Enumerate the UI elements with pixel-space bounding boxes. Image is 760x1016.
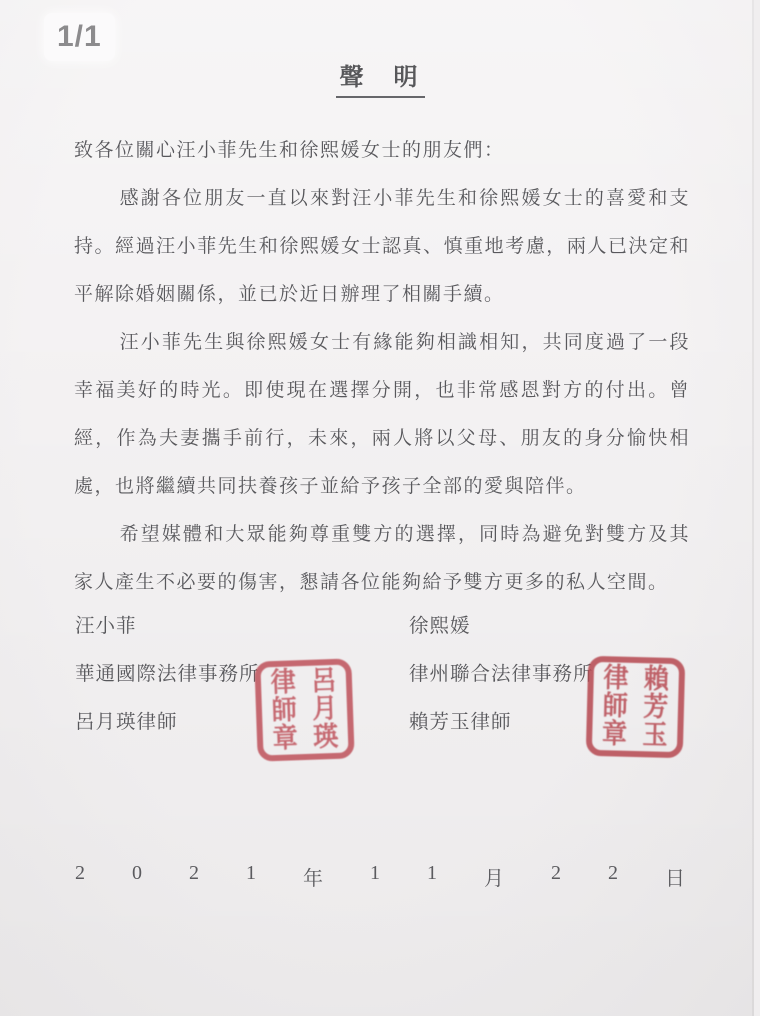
- date-char-month: 月: [484, 868, 504, 890]
- date-char: 2: [189, 862, 199, 884]
- date-char-year: 年: [303, 868, 323, 890]
- document-body: [74, 127, 690, 607]
- signature-block-hsu: [409, 616, 594, 760]
- date-char: 2: [551, 862, 561, 884]
- law-firm-name: 律州聯合法律事務所: [409, 664, 594, 685]
- date-char: 2: [75, 862, 85, 884]
- seal-character: 章: [601, 719, 628, 750]
- seal-character: 瑛: [312, 722, 339, 753]
- document-title-text: 聲 明: [336, 65, 425, 98]
- lawyer-seal-stamp-left: [254, 658, 354, 761]
- seal-character: 師: [271, 695, 298, 726]
- lawyer-name: 賴芳玉律師: [409, 712, 512, 733]
- date-char: 1: [427, 862, 437, 884]
- paper-edge-highlight: [754, 0, 760, 1016]
- date-char-day: 日: [665, 868, 685, 890]
- signatory-name: 汪小菲: [75, 616, 137, 637]
- law-firm-name: 華通國際法律事務所: [75, 664, 260, 685]
- seal-character: 玉: [642, 720, 668, 751]
- signatory-name: 徐熙媛: [409, 616, 471, 637]
- seal-character: 律: [603, 663, 629, 694]
- seal-character: 師: [602, 691, 629, 722]
- date-char: 1: [370, 862, 380, 884]
- seal-character: 章: [272, 723, 299, 754]
- paragraph-2: 汪小菲先生與徐熙媛女士有緣能夠相識相知，共同度過了一段幸福美好的時光。即使現在選擇分開，也非常感恩對方的付出。曾經，作為夫妻攜手前行，未來，兩人將以父母、朋友的身分愉快相處，也將繼續共同扶養孩子並給予孩子全部的愛與陪伴。: [74, 332, 690, 497]
- paragraph-1: 感謝各位朋友一直以來對汪小菲先生和徐熙媛女士的喜愛和支持。經過汪小菲先生和徐熙媛女士認真、慎重地考慮，兩人已決定和平解除婚姻關係，並已於近日辦理了相關手續。: [74, 188, 690, 305]
- paragraph-3: 希望媒體和大眾能夠尊重雙方的選擇，同時為避免對雙方及其家人產生不必要的傷害，懇請各位能夠給予雙方更多的私人空間。: [74, 524, 690, 593]
- date-char: 1: [246, 862, 256, 884]
- date-char: 2: [608, 862, 618, 884]
- lawyer-seal-stamp-right: [586, 656, 686, 759]
- date-line: [75, 862, 685, 891]
- paper-edge-shadow: [752, 0, 754, 1016]
- seal-character: 律: [270, 667, 297, 698]
- seal-character: 賴: [643, 664, 670, 695]
- date-char: 0: [132, 862, 142, 884]
- signature-block-wang: [75, 616, 260, 760]
- seal-character: 呂: [310, 666, 337, 697]
- page-indicator-badge: 1/1: [44, 13, 115, 61]
- salutation-line: 致各位關心汪小菲先生和徐熙媛女士的朋友們：: [74, 140, 505, 161]
- seal-character: 月: [311, 694, 338, 725]
- lawyer-name: 呂月瑛律師: [75, 712, 178, 733]
- seal-character: 芳: [642, 692, 669, 723]
- document-title: [0, 57, 760, 92]
